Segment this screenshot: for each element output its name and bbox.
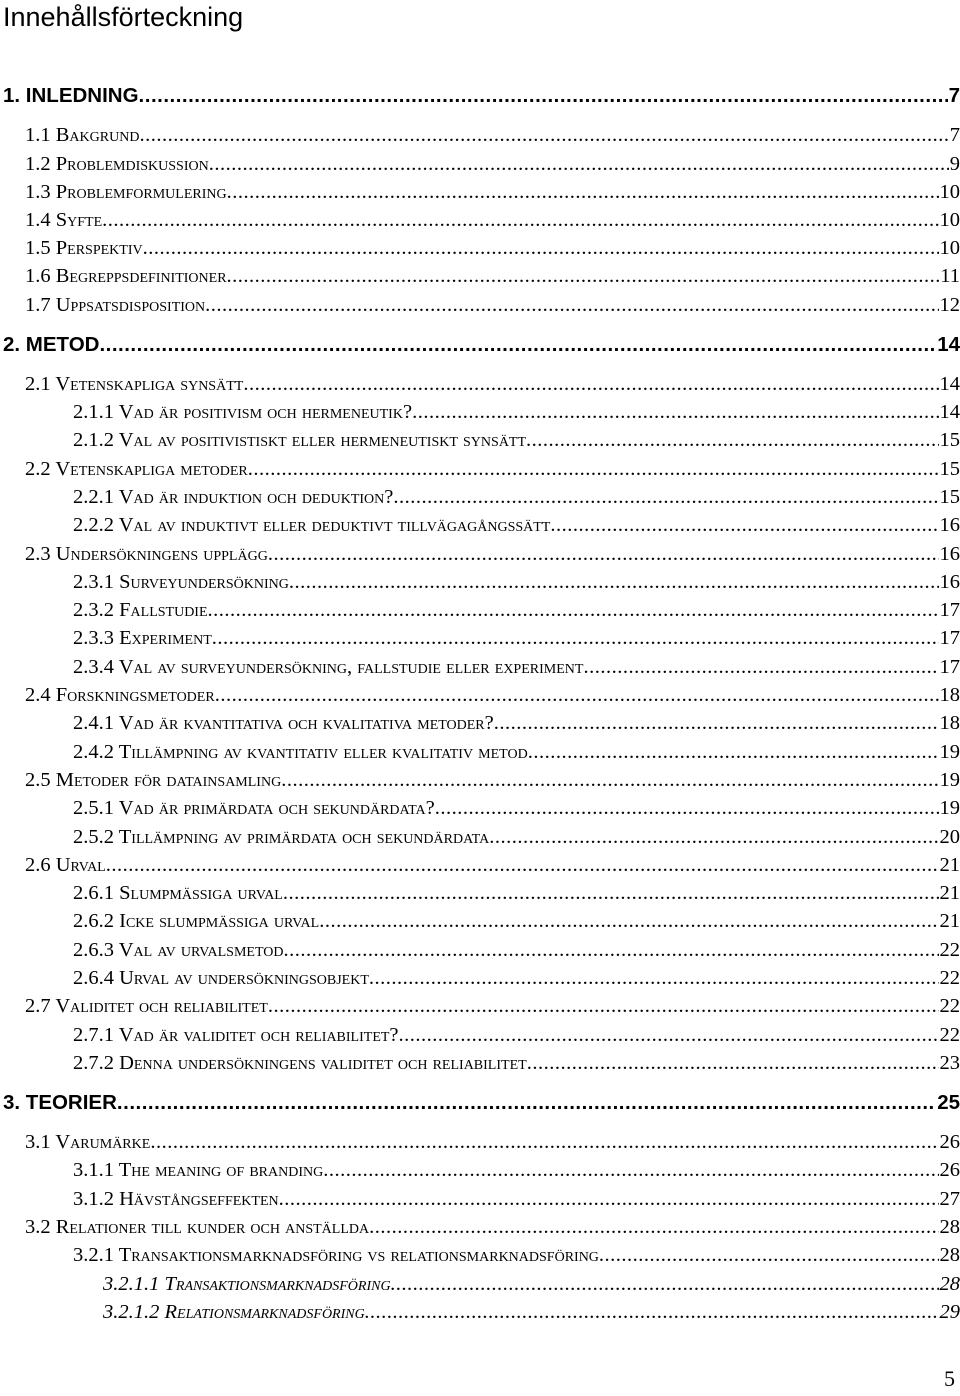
toc-dot-leader: [369, 967, 939, 990]
toc-dot-leader: [248, 458, 939, 481]
toc-entry[interactable]: [25, 237, 960, 263]
toc-entry-page: 10: [939, 209, 960, 231]
toc-dot-leader: [319, 910, 938, 933]
toc-entry[interactable]: [25, 458, 960, 484]
toc-entry-page: 28: [939, 1273, 960, 1295]
toc-dot-leader: [527, 1052, 939, 1075]
toc-entry-page: 22: [939, 1024, 960, 1046]
toc-entry-page: 22: [939, 995, 960, 1017]
toc-dot-leader: [399, 1024, 939, 1047]
toc-entry[interactable]: [25, 995, 960, 1021]
toc-dot-leader: [281, 769, 938, 792]
toc-entry-page: 16: [939, 514, 960, 536]
toc-dot-leader: [393, 486, 938, 509]
toc-dot-leader: [117, 1091, 936, 1115]
toc-entry-page: 12: [939, 294, 960, 316]
toc-entry-title: 2.5.1 Vad är primärdata och sekundärdata?: [73, 797, 435, 819]
toc-entry-page: 23: [939, 1052, 960, 1074]
toc-entry[interactable]: [25, 543, 960, 569]
toc-entry-page: 19: [939, 797, 960, 819]
toc-entry[interactable]: [25, 153, 960, 179]
toc-entry[interactable]: [103, 1273, 960, 1299]
toc-entry-page: 22: [939, 939, 960, 961]
toc-entry-title: 1.4 Syfte: [25, 209, 103, 231]
toc-entry[interactable]: [73, 910, 960, 936]
toc-dot-leader: [412, 401, 938, 424]
toc-entry-page: 17: [939, 627, 960, 649]
toc-entry-title: 3.2.1.2 Relationsmarknadsföring: [103, 1301, 365, 1323]
toc-dot-leader: [215, 684, 939, 707]
toc-entry[interactable]: [103, 1301, 960, 1327]
toc-entry-title: 3.2 Relationer till kunder och anställda: [25, 1216, 370, 1238]
toc-entry-page: 19: [939, 769, 960, 791]
toc-entry[interactable]: [73, 486, 960, 512]
toc-entry-title: 2.1.1 Vad är positivism och hermeneutik?: [73, 401, 413, 423]
toc-dot-leader: [139, 124, 948, 147]
toc-entry-page: 20: [939, 826, 960, 848]
toc-entry-title: 2.6.4 Urval av undersökningsobjekt: [73, 967, 369, 989]
toc-entry-page: 16: [939, 543, 960, 565]
toc-dot-leader: [391, 1273, 939, 1296]
toc-entry-page: 15: [939, 429, 960, 451]
toc-entry-title: 3.1.2 Hävstångseffekten: [73, 1188, 279, 1210]
toc-entry-title: 2.6.2 Icke slumpmässiga urval: [73, 910, 320, 932]
toc-entry-title: 1.3 Problemformulering: [25, 181, 227, 203]
toc-entry[interactable]: [73, 1024, 960, 1050]
toc-entry-page: 26: [939, 1131, 960, 1153]
toc-entry-title: 2.5 Metoder för datainsamling: [25, 769, 282, 791]
toc-entry-title: 2.4 Forskningsmetoder: [25, 684, 215, 706]
toc-entry-title: 2.1.2 Val av positivistiskt eller hermeneutiskt synsätt: [73, 429, 527, 451]
toc-entry-title: 2.7.1 Vad är validitet och reliabilitet?: [73, 1024, 399, 1046]
toc-entry[interactable]: [25, 1216, 960, 1242]
toc-dot-leader: [599, 1244, 939, 1267]
toc-entry-title: 2.2 Vetenskapliga metoder: [25, 458, 248, 480]
toc-entry[interactable]: [3, 333, 960, 359]
toc-dot-leader: [279, 1188, 939, 1211]
toc-entry-page: 9: [949, 153, 960, 175]
toc-entry-page: 14: [937, 333, 960, 356]
toc-entry[interactable]: [73, 939, 960, 965]
toc-dot-leader: [243, 373, 938, 396]
toc-dot-leader: [227, 181, 939, 204]
toc-entry-title: 2.2.2 Val av induktivt eller deduktivt tillvägagångssätt: [73, 514, 551, 536]
toc-entry-page: 14: [939, 401, 960, 423]
toc-entry-page: 18: [939, 684, 960, 706]
toc-entry-title: 3.1.1 The meaning of branding: [73, 1159, 324, 1181]
toc-entry-title: 2.3.1 Surveyundersökning: [73, 571, 289, 593]
toc-entry-page: 7: [949, 124, 960, 146]
toc-entry-title: 2. METOD: [3, 333, 100, 356]
toc-dot-leader: [268, 543, 939, 566]
toc-dot-leader: [102, 209, 938, 232]
toc-entry-title: 1. INLEDNING: [3, 84, 139, 107]
toc-entry[interactable]: [25, 209, 960, 235]
toc-entry-page: 21: [939, 882, 960, 904]
toc-entry[interactable]: [3, 1091, 960, 1117]
page-title: Innehållsförteckning: [3, 2, 244, 32]
toc-entry[interactable]: [73, 627, 960, 653]
toc-entry[interactable]: [73, 797, 960, 823]
toc-dot-leader: [494, 712, 939, 735]
toc-dot-leader: [208, 599, 939, 622]
toc-dot-leader: [323, 1159, 938, 1182]
page-number: 5: [944, 1366, 955, 1391]
toc-entry-page: 26: [939, 1159, 960, 1181]
toc-entry-title: 2.7 Validitet och reliabilitet: [25, 995, 268, 1017]
toc-entry-title: 2.2.1 Vad är induktion och deduktion?: [73, 486, 394, 508]
toc-dot-leader: [489, 826, 938, 849]
toc-dot-leader: [209, 153, 949, 176]
toc-entry[interactable]: [73, 741, 960, 767]
toc-dot-leader: [99, 333, 936, 357]
toc-entry-page: 15: [939, 458, 960, 480]
toc-dot-leader: [528, 741, 939, 764]
toc-entry-page: 17: [939, 599, 960, 621]
toc-dot-leader: [365, 1301, 939, 1324]
toc-dot-leader: [227, 265, 940, 288]
toc-entry[interactable]: [25, 265, 960, 291]
toc-entry-page: 11: [940, 265, 960, 287]
toc-entry[interactable]: [25, 124, 960, 150]
toc-dot-leader: [526, 429, 938, 452]
toc-entry-title: 2.6 Urval: [25, 854, 106, 876]
toc-entry-title: 3.2.1 Transaktionsmarknadsföring vs relationsmarknadsföring: [73, 1244, 599, 1266]
toc-entry-title: 1.1 Bakgrund: [25, 124, 140, 146]
toc-entry[interactable]: [25, 181, 960, 207]
toc-entry[interactable]: [73, 599, 960, 625]
toc-dot-leader: [289, 571, 939, 594]
toc-dot-leader: [212, 627, 939, 650]
toc-entry-title: 2.3.3 Experiment: [73, 627, 212, 649]
toc-dot-leader: [283, 882, 939, 905]
toc-dot-leader: [205, 294, 938, 317]
toc-entry[interactable]: [73, 882, 960, 908]
toc-entry-title: 2.6.1 Slumpmässiga urval: [73, 882, 283, 904]
toc-entry-page: 19: [939, 741, 960, 763]
toc-dot-leader: [284, 939, 939, 962]
toc-entry-page: 7: [948, 84, 960, 107]
toc-dot-leader: [150, 1131, 938, 1154]
toc-entry-page: 21: [939, 910, 960, 932]
toc-entry-page: 21: [939, 854, 960, 876]
toc-entry-page: 27: [939, 1188, 960, 1210]
toc-entry-page: 18: [939, 712, 960, 734]
toc-entry[interactable]: [73, 514, 960, 540]
toc-entry-title: 2.4.1 Vad är kvantitativa och kvalitativa metoder?: [73, 712, 494, 734]
toc-entry-page: 16: [939, 571, 960, 593]
toc-entry-title: 2.3 Undersökningens upplägg: [25, 543, 268, 565]
toc-entry-title: 2.1 Vetenskapliga synsätt: [25, 373, 244, 395]
toc-dot-leader: [268, 995, 939, 1018]
toc-dot-leader: [139, 84, 948, 108]
toc-entry-title: 1.5 Perspektiv: [25, 237, 143, 259]
toc-entry-page: 22: [939, 967, 960, 989]
toc-entry-page: 28: [939, 1216, 960, 1238]
toc-dot-leader: [369, 1216, 938, 1239]
toc-entry[interactable]: [73, 656, 960, 682]
toc-entry[interactable]: [73, 967, 960, 993]
toc-entry[interactable]: [73, 1052, 960, 1078]
toc-entry-title: 2.7.2 Denna undersökningens validitet och reliabilitet: [73, 1052, 527, 1074]
toc-entry[interactable]: [73, 571, 960, 597]
toc-entry-title: 3. TEORIER: [3, 1091, 117, 1114]
toc-entry[interactable]: [73, 401, 960, 427]
toc-entry[interactable]: [73, 826, 960, 852]
toc-entry[interactable]: [73, 1244, 960, 1270]
toc-entry[interactable]: [25, 373, 960, 399]
toc-entry-title: 2.4.2 Tillämpning av kvantitativ eller kvalitativ metod: [73, 741, 528, 763]
toc-entry-page: 14: [939, 373, 960, 395]
toc-entry[interactable]: [73, 429, 960, 455]
toc-entry[interactable]: [73, 1159, 960, 1185]
toc-entry-title: 3.2.1.1 Transaktionsmarknadsföring: [103, 1273, 391, 1295]
toc-dot-leader: [143, 237, 939, 260]
toc-dot-leader: [435, 797, 939, 820]
toc-entry-page: 17: [939, 656, 960, 678]
toc-dot-leader: [550, 514, 938, 537]
toc-entry[interactable]: [3, 84, 960, 110]
toc-entry-page: 29: [939, 1301, 960, 1323]
toc-dot-leader: [583, 656, 938, 679]
toc-entry[interactable]: [25, 1131, 960, 1157]
toc-entry-title: 1.2 Problemdiskussion: [25, 153, 209, 175]
toc-entry[interactable]: [73, 1188, 960, 1214]
toc-entry[interactable]: [73, 712, 960, 738]
toc-entry-title: 2.3.4 Val av surveyundersökning, fallstudie eller experiment: [73, 656, 584, 678]
toc-entry[interactable]: [25, 684, 960, 710]
toc-dot-leader: [106, 854, 939, 877]
toc-entry-title: 1.6 Begreppsdefinitioner: [25, 265, 227, 287]
toc-entry-title: 3.1 Varumärke: [25, 1131, 151, 1153]
toc-entry-page: 10: [939, 181, 960, 203]
toc-entry[interactable]: [25, 294, 960, 320]
toc-entry-page: 28: [939, 1244, 960, 1266]
toc-entry-page: 15: [939, 486, 960, 508]
toc-entry-title: 2.6.3 Val av urvalsmetod: [73, 939, 284, 961]
toc-entry-page: 25: [937, 1091, 960, 1114]
toc-entry-title: 2.3.2 Fallstudie: [73, 599, 208, 621]
toc-entry-title: 2.5.2 Tillämpning av primärdata och sekundärdata: [73, 826, 490, 848]
toc-entry[interactable]: [25, 854, 960, 880]
toc-entry-page: 10: [939, 237, 960, 259]
toc-entry-title: 1.7 Uppsatsdisposition: [25, 294, 206, 316]
toc-entry[interactable]: [25, 769, 960, 795]
